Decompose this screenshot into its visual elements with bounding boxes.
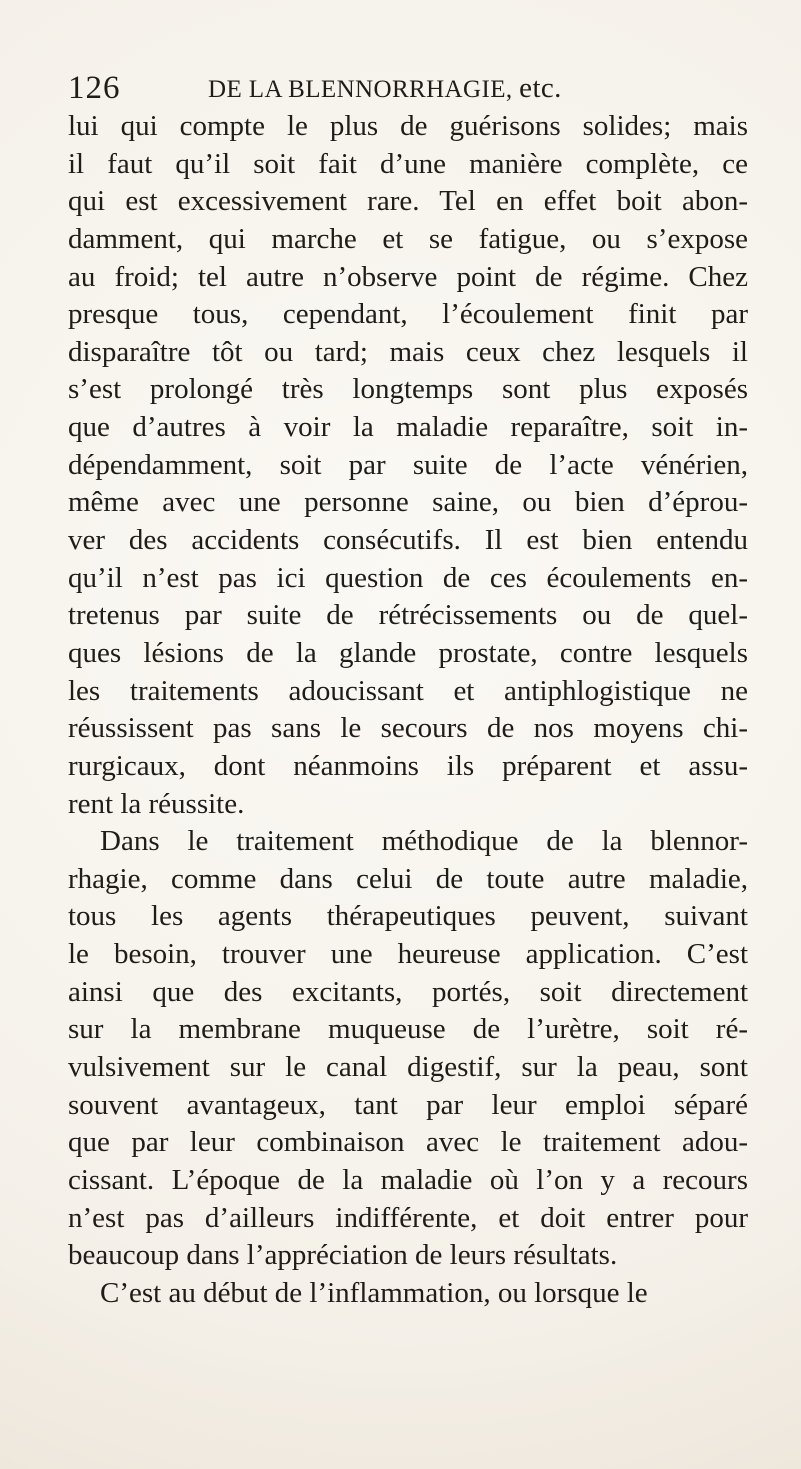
text-line: beaucoup dans l’appréciation de leurs résultats. <box>68 1239 618 1272</box>
running-head-suffix: etc. <box>519 72 562 104</box>
text-line: que d’autres à voir la maladie reparaître, soit in- <box>68 411 748 444</box>
text-line: ver des accidents consécutifs. Il est bien entendu <box>68 524 748 557</box>
text-line: souvent avantageux, tant par leur emploi séparé <box>68 1088 748 1121</box>
paragraph-last-line: rent la réussite. <box>68 787 245 820</box>
text-line: réussissent pas sans le secours de nos moyens chi- <box>68 712 748 745</box>
text-line: tretenus par suite de rétrécissements ou de quel- <box>68 599 748 632</box>
text-line: C’est au début de l’inflammation, ou lorsque le <box>100 1276 648 1309</box>
text-line: n’est pas d’ailleurs indifférente, et doit entrer pour <box>68 1201 748 1234</box>
text-line: damment, qui marche et se fatigue, ou s’expose <box>68 222 748 255</box>
text-line: il faut qu’il soit fait d’une manière complète, ce <box>68 147 748 180</box>
text-line: lui qui compte le plus de guérisons solides; mais <box>68 110 748 142</box>
text-line: que par leur combinaison avec le traitement adou- <box>68 1126 748 1159</box>
text-line: les traitements adoucissant et antiphlogistique ne <box>68 674 748 707</box>
page-number: 126 <box>68 70 121 106</box>
text-line: qu’il n’est pas ici question de ces écoulements en- <box>68 561 748 594</box>
page-header <box>68 66 748 110</box>
text-line: le besoin, trouver une heureuse application. C’est <box>68 938 748 971</box>
text-line: tous les agents thérapeutiques peuvent, suivant <box>68 900 748 933</box>
text-line: même avec une personne saine, ou bien d’éprou- <box>68 486 748 519</box>
text-line: vulsivement sur le canal digestif, sur la peau, sont <box>68 1051 748 1084</box>
text-line: ainsi que des excitants, portés, soit directement <box>68 975 748 1008</box>
running-head-title: DE LA BLENNORRHAGIE, <box>208 76 513 103</box>
text-line: ques lésions de la glande prostate, contre lesquels <box>68 636 748 669</box>
text-line: disparaître tôt ou tard; mais ceux chez lesquels il <box>68 335 748 368</box>
text-line: sur la membrane muqueuse de l’urètre, soit ré- <box>68 1013 748 1046</box>
text-line: rurgicaux, dont néanmoins ils préparent et assu- <box>68 749 748 782</box>
text-line: cissant. L’époque de la maladie où l’on y a recours <box>68 1163 748 1196</box>
running-head <box>208 66 562 112</box>
text-line: au froid; tel autre n’observe point de régime. Chez <box>68 260 748 293</box>
main-text <box>68 108 748 1313</box>
text-line: s’est prolongé très longtemps sont plus exposés <box>68 373 748 406</box>
text-line: presque tous, cependant, l’écoulement finit par <box>68 298 748 331</box>
paragraph-first-line: Dans le traitement méthodique de la blennor- <box>100 825 748 858</box>
text-line: qui est excessivement rare. Tel en effet boit abon- <box>68 185 748 218</box>
text-line: dépendamment, soit par suite de l’acte vénérien, <box>68 448 748 481</box>
text-line: rhagie, comme dans celui de toute autre maladie, <box>68 862 748 895</box>
